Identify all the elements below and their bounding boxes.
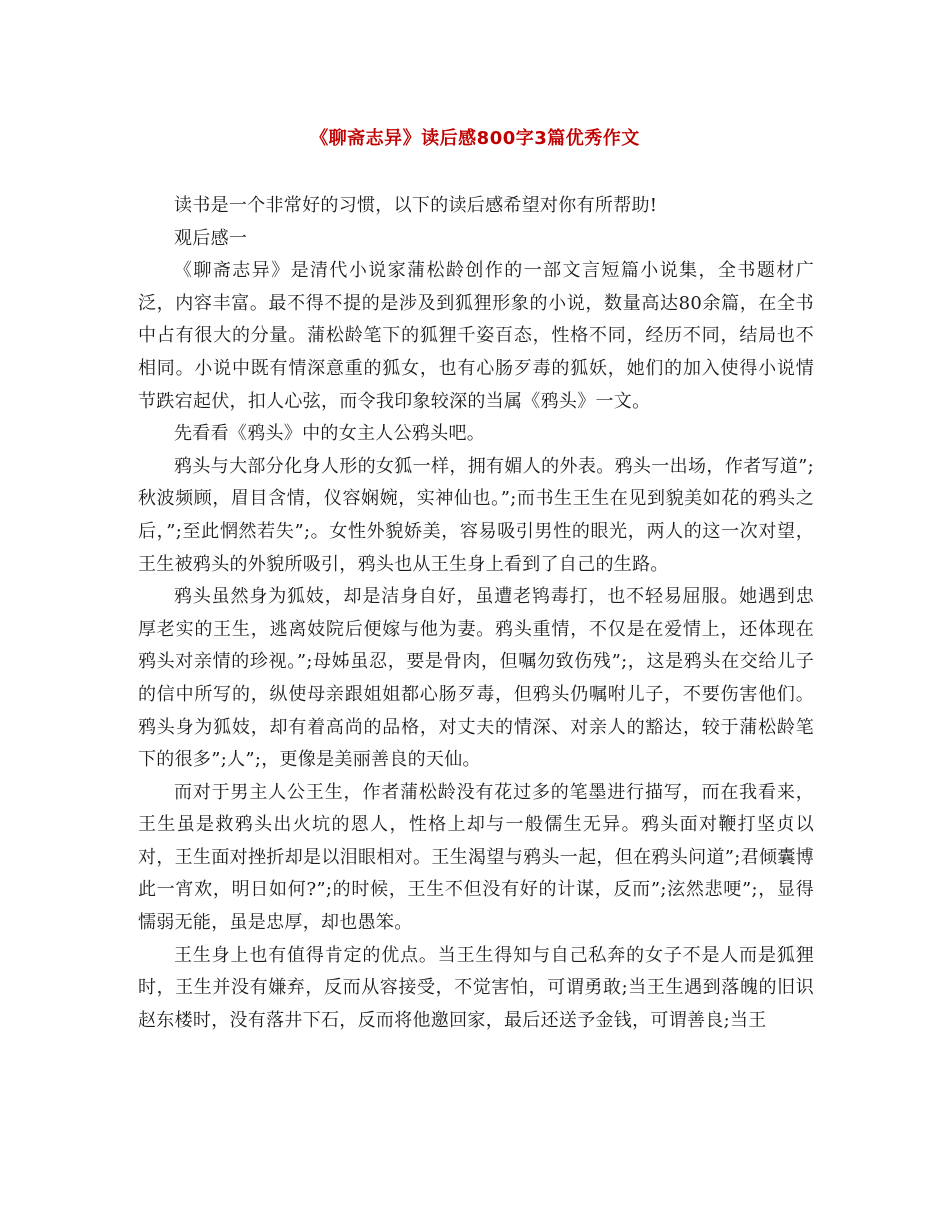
paragraph: 读书是一个非常好的习惯，以下的读后感希望对你有所帮助!	[174, 195, 658, 216]
section-heading: 观后感一	[174, 227, 248, 249]
paragraph: 鸦头与大部分化身人形的女狐一样，拥有媚人的外表。鸦头一出场，作者写道”;秋波频顾，眉目含情，仪容娴婉，实神仙也。”;而书生王生在见到貌美如花的鸦头之后，”;至此惘然若失”;。女性外貌娇美，容易吸引男性的眼光，两人的这一次对望，王生被鸦头的外貌所吸引，鸦头也从王生身上看到了自己的生路。	[138, 455, 814, 575]
paragraph: 王生身上也有值得肯定的优点。当王生得知与自己私奔的女子不是人而是狐狸时，王生并没有嫌弃，反而从容接受，不觉害怕，可谓勇敢;当王生遇到落魄的旧识赵东楼时，没有落井下石，反而将他邀回家，最后还送予金钱，可谓善良;当王	[138, 944, 814, 1031]
document-title: 《聊斋志异》读后感800字3篇优秀作文	[310, 128, 640, 149]
paragraph: 先看看《鸦头》中的女主人公鸦头吧。	[174, 423, 486, 445]
document-body	[138, 190, 814, 1037]
paragraph: 鸦头虽然身为狐妓，却是洁身自好，虽遭老鸨毒打，也不轻易屈服。她遇到忠厚老实的王生，逃离妓院后便嫁与他为妻。鸦头重情，不仅是在爱情上，还体现在鸦头对亲情的珍视。”;母姊虽忍，要是骨肉，但嘱勿致伤残”;，这是鸦头在交给儿子的信中所写的，纵使母亲跟姐姐都心肠歹毒，但鸦头仍嘱咐儿子，不要伤害他们。鸦头身为狐妓，却有着高尚的品格，对丈夫的情深、对亲人的豁达，较于蒲松龄笔下的很多”;人”;，更像是美丽善良的天仙。	[138, 586, 814, 771]
paragraph: 《聊斋志异》是清代小说家蒲松龄创作的一部文言短篇小说集，全书题材广泛，内容丰富。最不得不提的是涉及到狐狸形象的小说，数量高达80余篇，在全书中占有很大的分量。蒲松龄笔下的狐狸千姿百态，性格不同，经历不同，结局也不相同。小说中既有情深意重的狐女，也有心肠歹毒的狐妖，她们的加入使得小说情节跌宕起伏，扣人心弦，而令我印象较深的当属《鸦头》一文。	[138, 260, 814, 412]
paragraph: 而对于男主人公王生，作者蒲松龄没有花过多的笔墨进行描写，而在我看来，王生虽是救鸦头出火坑的恩人，性格上却与一般儒生无异。鸦头面对鞭打坚贞以对，王生面对挫折却是以泪眼相对。王生渴望与鸦头一起，但在鸦头问道”;君倾囊博此一宵欢，明日如何?”;的时候，王生不但没有好的计谋，反而”;泫然悲哽”;，显得懦弱无能，虽是忠厚，却也愚笨。	[138, 781, 814, 934]
